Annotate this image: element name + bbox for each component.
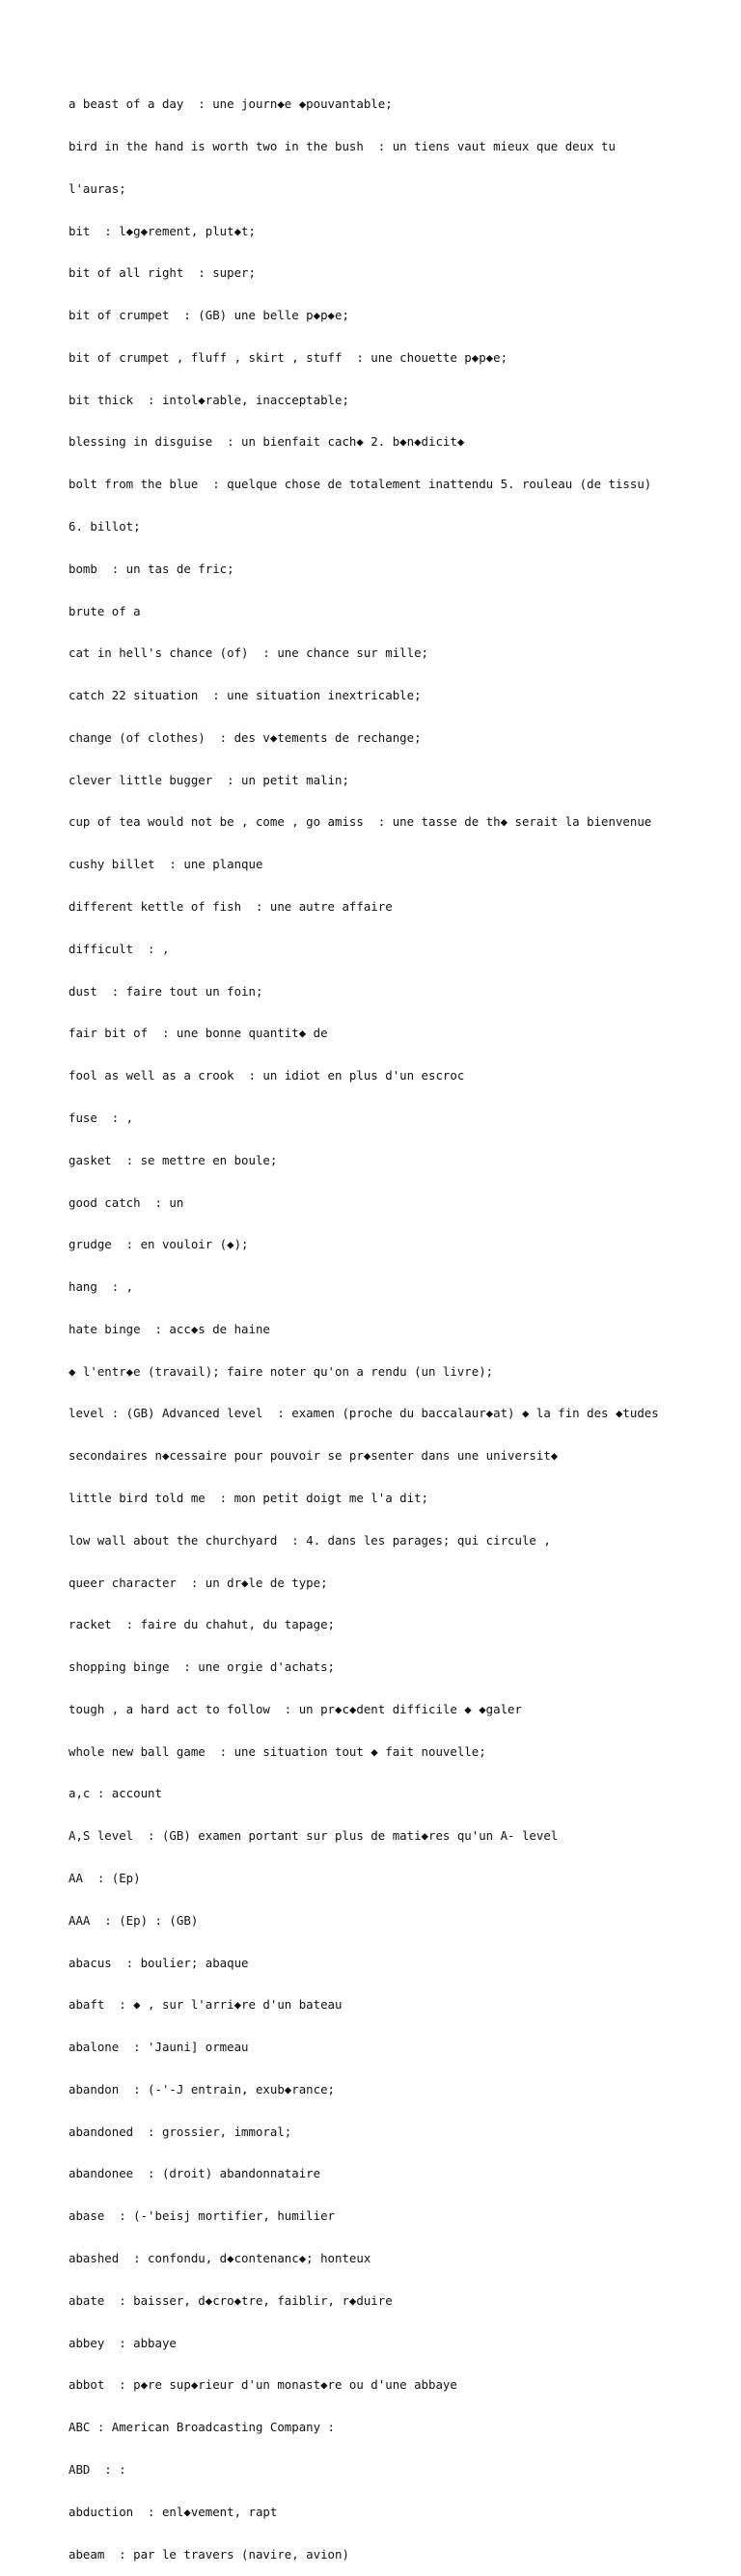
text-line: abalone : 'Jauni] ormeau xyxy=(69,2040,249,2055)
text-line: change (of clothes) : des v◆tements de rechange; xyxy=(69,729,422,745)
text-line: fuse : , xyxy=(69,1110,134,1125)
text-line: shopping binge : une orgie d'achats; xyxy=(69,1659,336,1675)
text-line: AAA : (Ep) : (GB) xyxy=(69,1912,199,1928)
text-line: abduction : enl◆vement, rapt xyxy=(69,2504,278,2519)
text-line: level : (GB) Advanced level : examen (proche du baccalaur◆at) ◆ la fin des ◆tudes xyxy=(69,1406,659,1421)
text-line: ◆ l'entr◆e (travail); faire noter qu'on a rendu (un livre); xyxy=(69,1363,494,1379)
text-line: hang : , xyxy=(69,1279,134,1295)
text-line: A,S level : (GB) examen portant sur plus de mati◆res qu'un A- level xyxy=(69,1828,559,1844)
text-line: grudge : en vouloir (◆); xyxy=(69,1237,249,1252)
text-line: cushy billet : une planque xyxy=(69,857,263,872)
text-line: a beast of a day : une journ◆e ◆pouvantable; xyxy=(69,96,393,112)
text-line: good catch : un xyxy=(69,1194,184,1210)
text-line: abandonee : (droit) abandonnataire xyxy=(69,2166,321,2181)
text-line: abate : baisser, d◆cro◆tre, faiblir, r◆duire xyxy=(69,2292,393,2308)
text-line: fair bit of : une bonne quantit◆ de xyxy=(69,1026,328,1041)
text-line: abandon : (-'-J entrain, exub◆rance; xyxy=(69,2081,336,2096)
text-line: racket : faire du chahut, du tapage; xyxy=(69,1617,336,1632)
text-line: brute of a xyxy=(69,603,141,618)
document-text-body xyxy=(69,69,734,2576)
text-line: bolt from the blue : quelque chose de totalement inattendu 5. rouleau (de tissu) xyxy=(69,477,652,492)
text-line: different kettle of fish : une autre affaire xyxy=(69,899,393,915)
text-line: bird in the hand is worth two in the bush : un tiens vaut mieux que deux tu xyxy=(69,138,616,153)
text-line: abase : (-'beisj mortifier, humilier xyxy=(69,2208,336,2224)
text-line: abashed : confondu, d◆contenanc◆; honteux xyxy=(69,2251,371,2266)
text-line: blessing in disguise : un bienfait cach◆ 2. b◆n◆dicit◆ xyxy=(69,434,465,450)
text-line: abbot : p◆re sup◆rieur d'un monast◆re ou d'une abbaye xyxy=(69,2377,457,2393)
text-line: cup of tea would not be , come , go amiss : une tasse de th◆ serait la bienvenue xyxy=(69,814,652,830)
text-line: l'auras; xyxy=(69,180,126,196)
text-line: 6. billot; xyxy=(69,519,141,534)
text-line: bit : l◆g◆rement, plut◆t; xyxy=(69,223,256,238)
text-line: low wall about the churchyard : 4. dans les parages; qui circule , xyxy=(69,1532,551,1548)
text-line: secondaires n◆cessaire pour pouvoir se pr◆senter dans une universit◆ xyxy=(69,1448,559,1464)
text-line: little bird told me : mon petit doigt me l'a dit; xyxy=(69,1490,428,1505)
text-line: dust : faire tout un foin; xyxy=(69,983,263,999)
text-line: bit of all right : super; xyxy=(69,265,256,281)
text-line: catch 22 situation : une situation inextricable; xyxy=(69,688,422,703)
text-line: cat in hell's chance (of) : une chance sur mille; xyxy=(69,645,428,661)
text-line: bit of crumpet : (GB) une belle p◆p◆e; xyxy=(69,308,349,323)
text-line: difficult : , xyxy=(69,941,170,956)
text-line: a,c : account xyxy=(69,1786,162,1801)
text-line: ABC : American Broadcasting Company : xyxy=(69,2420,336,2435)
text-line: ABD : : xyxy=(69,2461,126,2477)
text-line: abandoned : grossier, immoral; xyxy=(69,2124,292,2139)
text-line: abaft : ◆ , sur l'arri◆re d'un bateau xyxy=(69,1997,343,2013)
text-line: abeam : par le travers (navire, avion) xyxy=(69,2546,349,2562)
text-line: hate binge : acc◆s de haine xyxy=(69,1321,270,1336)
text-line: whole new ball game : une situation tout ◆ fait nouvelle; xyxy=(69,1743,486,1759)
text-line: tough , a hard act to follow : un pr◆c◆dent difficile ◆ ◆galer xyxy=(69,1701,522,1716)
text-line: bit of crumpet , fluff , skirt , stuff : une chouette p◆p◆e; xyxy=(69,349,508,365)
text-line: abacus : boulier; abaque xyxy=(69,1955,249,1970)
text-line: AA : (Ep) xyxy=(69,1871,141,1885)
text-line: queer character : un dr◆le de type; xyxy=(69,1575,328,1590)
text-line: fool as well as a crook : un idiot en plus d'un escroc xyxy=(69,1068,465,1083)
text-line: bit thick : intol◆rable, inacceptable; xyxy=(69,392,349,407)
text-line: gasket : se mettre en boule; xyxy=(69,1152,278,1167)
text-line: clever little bugger : un petit malin; xyxy=(69,772,349,787)
text-line: bomb : un tas de fric; xyxy=(69,561,234,576)
text-line: abbey : abbaye xyxy=(69,2335,177,2350)
